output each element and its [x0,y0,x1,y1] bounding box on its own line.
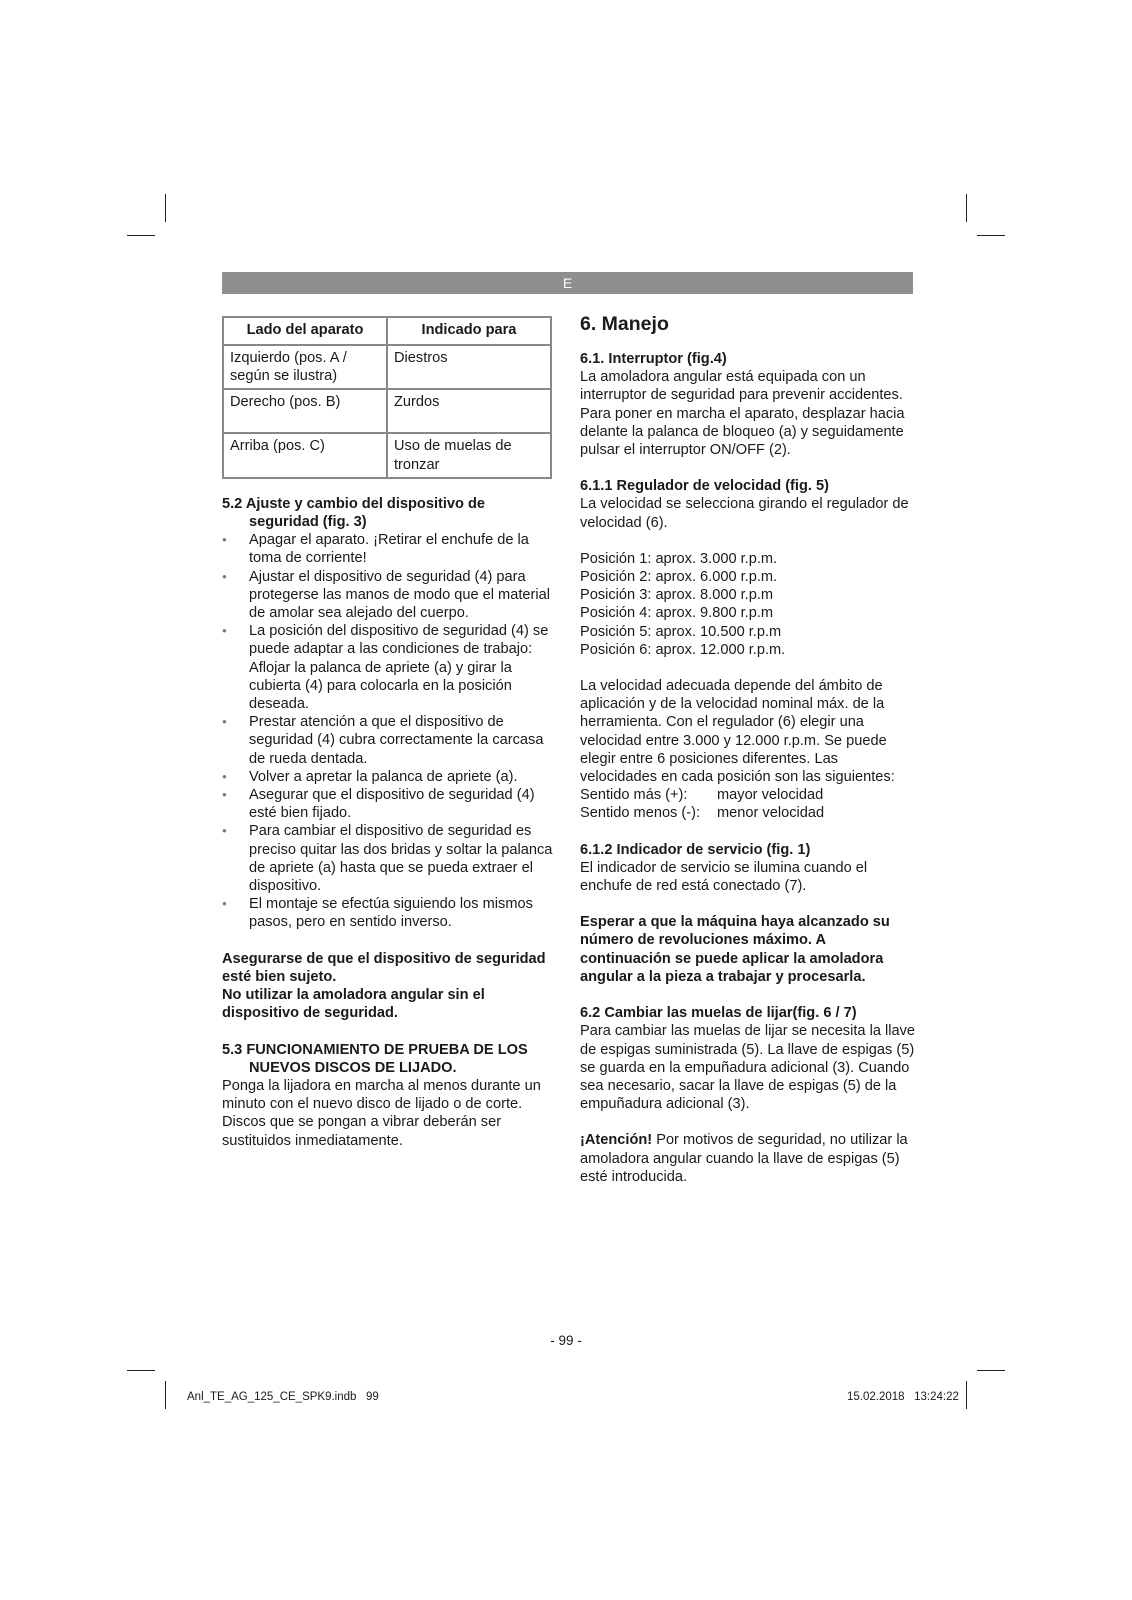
print-file-name: Anl_TE_AG_125_CE_SPK9.indb 99 [187,1391,379,1403]
section-5-3-body: Ponga la lijadora en marcha al menos durante un minuto con el nuevo disco de lijado o de corte. Discos que se pongan a vibrar deberán ser sustituidos inmediatamente. [222,1077,541,1149]
speed-explanation: La velocidad adecuada depende del ámbito de aplicación y de la velocidad nominal máx. de la herramienta. Con el regulador (6) elegir una velocidad entre 3.000 y 12.000 r.p.m. Se puede elegir entre 6 posiciones diferentes. Las velocidades en cada posición son las siguientes: [580,678,895,786]
list-item: ● El montaje se efectúa siguiendo los mismos pasos, pero en sentido inverso. [222,895,554,931]
list-item: Posición 1: aprox. 3.000 r.p.m. [580,550,778,567]
section-6-1-title: 6.1. Interruptor (fig.4) [580,351,727,367]
section-6-1-1-body: La velocidad se selecciona girando el regulador de velocidad (6). [580,496,909,531]
safety-warning: No utilizar la amoladora angular sin el dispositivo de seguridad. [222,987,485,1022]
crop-mark [165,194,166,222]
speed-positions-list [580,550,915,659]
table-cell: Zurdos [387,389,551,433]
direction-label: Sentido menos (-): [580,805,701,822]
language-header-bar [222,272,913,294]
list-item: ● La posición del dispositivo de seguridad (4) se puede adaptar a las condiciones de trabajo: Aflojar la palanca de apriete (a) y girar la cubierta (4) para colocarla en la posición deseada. [222,622,554,713]
safety-warning: Asegurarse de que el dispositivo de seguridad esté bien sujeto. [222,950,546,985]
list-item: ● Para cambiar el dispositivo de seguridad es preciso quitar las dos bridas y soltar la palanca de apriete (a) hasta que se pueda extraer el dispositivo. [222,822,554,895]
table-cell: Izquierdo (pos. A / según se ilustra) [223,345,387,389]
section-title-continued: seguridad (fig. 3) [249,514,367,531]
direction-value: menor velocidad [717,805,825,822]
list-item: ● Volver a apretar la palanca de apriete (a). [222,768,554,786]
section-5-2-heading [222,495,554,531]
table-header-cell: Indicado para [387,317,551,345]
page-number: - 99 - [550,1333,582,1348]
list-item: Posición 5: aprox. 10.500 r.p.m [580,623,782,640]
list-item: Posición 4: aprox. 9.800 r.p.m [580,605,774,622]
attention-text: Por motivos de seguridad, no utilizar la amoladora angular cuando la llave de espigas (5) esté introducida. [580,1132,908,1185]
left-column [222,316,554,1150]
list-item: Posición 6: aprox. 12.000 r.p.m. [580,641,786,658]
speed-direction-row [580,804,915,822]
direction-label: Sentido más (+): [580,787,688,804]
table-header-cell: Lado del aparato [223,317,387,345]
table-row [223,389,551,433]
crop-mark [966,194,967,222]
table-cell: Derecho (pos. B) [223,389,387,433]
list-item: Posición 2: aprox. 6.000 r.p.m. [580,569,778,586]
crop-mark [127,235,155,236]
section-6-1-body: La amoladora angular está equipada con un interruptor de seguridad para prevenir accidentes. Para poner en marcha el aparato, desplazar hacia delante la palanca de bloqueo (a) y seguidamente pulsar el interruptor ON/OFF (2). [580,369,905,459]
crop-mark [165,1381,166,1409]
list-item: Posición 3: aprox. 8.000 r.p.m [580,587,774,604]
crop-mark [127,1370,155,1371]
attention-note [580,1131,915,1186]
section-6-1-1-title: 6.1.1 Regulador de velocidad (fig. 5) [580,478,829,495]
crop-mark [977,1370,1005,1371]
speed-direction-row [580,786,915,804]
section-6-1-2-title: 6.1.2 Indicador de servicio (fig. 1) [580,841,811,858]
section-6-2-title: 6.2 Cambiar las muelas de lijar(fig. 6 / 7) [580,1005,857,1022]
chapter-title: 6. Manejo [580,313,669,335]
section-5-3-title: 5.3 FUNCIONAMIENTO DE PRUEBA DE LOS [222,1041,528,1058]
table-row [223,345,551,389]
section-6-1-2-body: El indicador de servicio se ilumina cuando el enchufe de red está conectado (7). [580,859,868,895]
adjustment-steps-list [222,531,554,931]
table-cell: Diestros [387,345,551,389]
list-item: ● Asegurar que el dispositivo de seguridad (4) esté bien fijado. [222,786,554,822]
crop-mark [977,235,1005,236]
direction-value: mayor velocidad [717,787,824,804]
print-timestamp: 15.02.2018 13:24:22 [847,1391,959,1403]
crop-mark [966,1381,967,1409]
table-cell: Uso de muelas de tronzar [387,433,551,477]
list-item: ● Apagar el aparato. ¡Retirar el enchufe de la toma de corriente! [222,531,554,567]
table-cell: Arriba (pos. C) [223,433,387,477]
operation-note: Esperar a que la máquina haya alcanzado su número de revoluciones máximo. A continuación se puede aplicar la amoladora angular a la pieza a trabajar y procesarla. [580,914,890,985]
section-number: 5.2 [222,495,243,512]
list-item: ● Ajustar el dispositivo de seguridad (4) para protegerse las manos de modo que el material de amolar sea alejado del cuerpo. [222,568,554,623]
right-column [580,312,915,1186]
list-item: ● Prestar atención a que el dispositivo de seguridad (4) cubra correctamente la carcasa de rueda dentada. [222,713,554,768]
device-side-table [222,316,552,479]
language-tag: E [562,275,573,291]
table-header-row [223,317,551,345]
section-5-3-title-continued: NUEVOS DISCOS DE LIJADO. [249,1059,457,1076]
attention-label: ¡Atención! [580,1132,653,1149]
section-6-2-body: Para cambiar las muelas de lijar se necesita la llave de espigas suministrada (5). La llave de espigas (5) se guarda en la empuñadura adicional (3). Cuando sea necesario, sacar la llave de espigas (5) de la empuñadura adicional (3). [580,1023,916,1113]
section-title: Ajuste y cambio del dispositivo de [245,495,486,512]
table-row [223,433,551,477]
